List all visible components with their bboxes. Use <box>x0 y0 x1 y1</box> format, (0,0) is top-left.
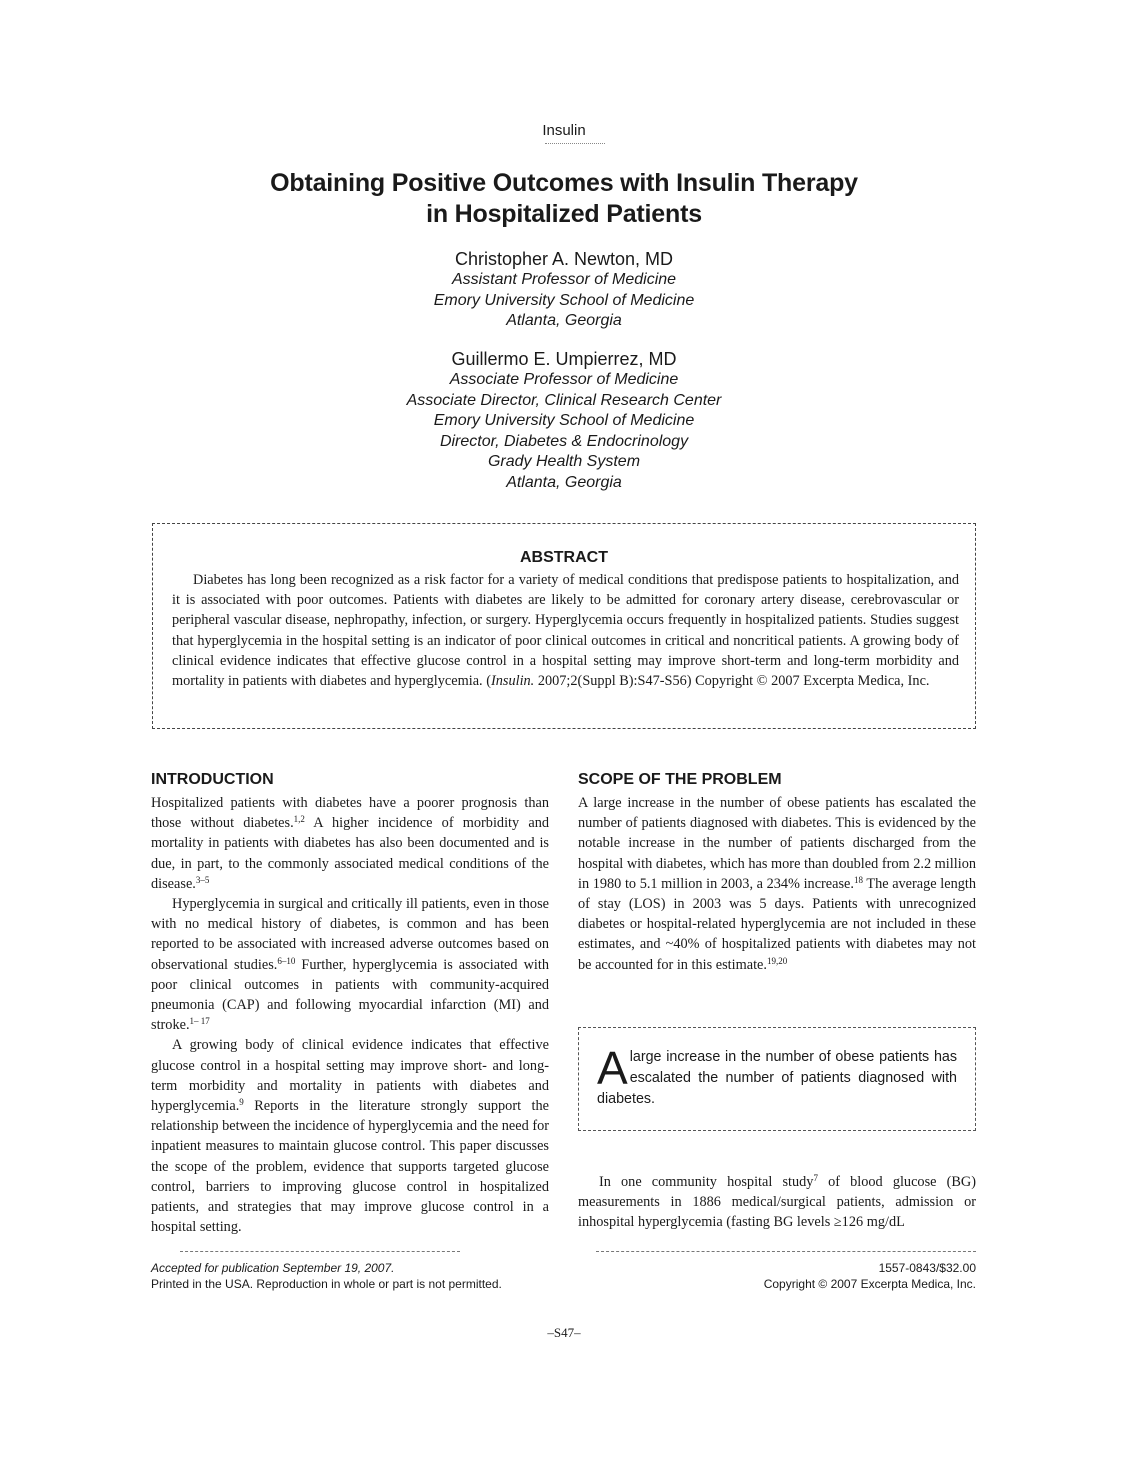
scope-body <box>578 793 976 975</box>
author-2-name: Guillermo E. Umpierrez, MD <box>451 349 677 369</box>
abstract-citation-journal: Insulin. <box>490 673 535 690</box>
drop-cap: A <box>597 1042 628 1094</box>
paragraph: A large increase in the number of obese patients has escalated the number of patients diagnosed with diabetes. This is evidenced by the notable increase in the number of patients discharged from the hospital with diabetes, which has more than doubled from 2.2 million in 1980 to 5.1 million in 2003, a 234% increase.$^{18}$ The average length of stay (LOS) in 2003 was 5 days. Patients with unrecognized diabetes or hospital-related hyperglycemia are not included in these estimates, and ~40% of hospitalized patients with diabetes may not be accounted for in this estimate.$^{19,20}$ <box>578 795 976 973</box>
pull-quote <box>597 1042 957 1110</box>
copyright: Copyright © 2007 Excerpta Medica, Inc. <box>763 1277 976 1291</box>
author-2 <box>0 348 1128 493</box>
paragraph: Hyperglycemia in surgical and critically ill patients, even in those with no medical history of diabetes, is common and has been reported to be associated with increased adverse outcomes based on observational studies.$^{6-10}$ Further, hyperglycemia is associated with poor clinical outcomes in patients with community-acquired pneumonia (CAP) and following myocardial infarction (MI) and stroke.$^{1- 17}$ <box>151 896 549 1034</box>
title-line-2: in Hospitalized Patients <box>426 200 702 228</box>
abstract-text: Diabetes has long been recognized as a risk factor for a variety of medical conditions that predispose patients to hospitalization, and it is associated with poor outcomes. Patients with diabetes are likely to be admitted for coronary artery disease, cerebrovascular or peripheral vascular disease, nephropathy, infection, or surgery. Hyperglycemia occurs frequently in hospitalized patients. Studies suggest that hyperglycemia in the hospital setting is an indicator of poor clinical outcomes in critical and noncritical patients. A growing body of clinical evidence indicates that effective glucose control in a hospital setting may improve short-term and long-term morbidity and mortality in patients with diabetes and hyperglycemia. (Insulin. 2007;2(Suppl B):S47-S56) Copyright © 2007 Excerpta Medica, Inc. <box>172 572 959 690</box>
author-2-affiliation: Emory University School of Medicine <box>433 412 695 429</box>
author-2-affiliation: Director, Diabetes & Endocrinology <box>439 432 689 450</box>
print-notice: Printed in the USA. Reproduction in whole or part is not permitted. <box>151 1277 502 1291</box>
reference-marker: 1,2 <box>293 814 305 825</box>
paragraph: In one community hospital study$^7$ of blood glucose (BG) measurements in 1886 medical/surgical patients, admission or inhospital hyperglycemia (fasting BG levels ≥126 mg/dL <box>578 1173 976 1231</box>
reference-marker: 18 <box>853 874 863 885</box>
introduction-heading: INTRODUCTION <box>151 771 274 788</box>
paragraph: A growing body of clinical evidence indicates that effective glucose control in a hospital setting may improve short- and long-term morbidity and mortality in patients with diabetes and hyperglycemia.$^9$ Reports in the literature strongly support the relationship between the incidence of hyperglycemia and the need for inpatient measures to maintain glucose control. This paper discusses the scope of the problem, evidence that supports targeted glucose control, barriers to improving glucose control in hospitalized patients, and strategies that may improve glucose control in a hospital setting. <box>151 1037 549 1236</box>
journal-name: Insulin <box>542 122 586 139</box>
accepted-date: Accepted for publication September 19, 2007. <box>151 1261 395 1275</box>
author-1-affiliation: Assistant Professor of Medicine <box>451 271 677 288</box>
author-2-affiliation: Associate Director, Clinical Research Center <box>406 391 722 409</box>
author-1-name: Christopher A. Newton, MD <box>454 249 674 269</box>
scope-body-continued <box>578 1172 976 1233</box>
author-1-affiliation: Atlanta, Georgia <box>506 312 622 329</box>
author-1 <box>0 248 1128 332</box>
footnote-left <box>151 1260 571 1292</box>
abstract-heading: ABSTRACT <box>520 549 608 566</box>
paragraph: Hospitalized patients with diabetes have a poorer prognosis than those without diabetes.$^{1,2}$ A higher incidence of morbidity and mortality in patients with diabetes has also been documented and is due, in part, to the commonly associated medical conditions of the disease.$^{3-5}$ <box>151 795 549 892</box>
reference-marker: 6–10 <box>277 955 296 966</box>
introduction-body <box>151 793 549 1237</box>
author-2-affiliation: Associate Professor of Medicine <box>449 371 679 388</box>
page-number: –S47– <box>547 1325 581 1340</box>
footnote-rule-right <box>596 1251 976 1252</box>
author-2-affiliation: Grady Health System <box>487 453 641 470</box>
issn-price: 1557-0843/$32.00 <box>878 1261 976 1275</box>
reference-marker: 1– 17 <box>189 1016 210 1027</box>
reference-marker: 9 <box>239 1097 244 1108</box>
reference-marker: 19,20 <box>766 955 788 966</box>
pull-quote-text: large increase in the number of obese patients has escalated the number of patients diagnosed with diabetes. <box>597 1049 957 1107</box>
abstract-citation: 2007;2(Suppl B):S47-S56) Copyright © 2007 Excerpta Medica, Inc. <box>534 673 930 690</box>
scope-heading: SCOPE OF THE PROBLEM <box>578 771 782 788</box>
article-title <box>0 168 1128 230</box>
journal-rule <box>545 143 605 144</box>
author-2-affiliation: Atlanta, Georgia <box>506 473 622 491</box>
footnote-right <box>576 1260 976 1292</box>
abstract-body: Diabetes has long been recognized as a risk factor for a variety of medical conditions that predispose patients to hospitalization, and it is associated with poor outcomes. Patients with diabetes are likely to be admitted for coronary artery disease, cerebrovascular or peripheral vascular disease, nephropathy, infection, or surgery. Hyperglycemia occurs frequently in hospitalized patients. Studies suggest that hyperglycemia in the hospital setting is an indicator of poor clinical outcomes in critical and noncritical patients. A growing body of clinical evidence indicates that effective glucose control in a hospital setting may improve short-term and long-term morbidity and mortality in patients with diabetes and hyperglycemia. <box>172 572 959 690</box>
footnote-rule-left <box>180 1251 460 1252</box>
title-line-1: Obtaining Positive Outcomes with Insulin Therapy <box>270 169 858 197</box>
reference-marker: 7 <box>813 1173 818 1183</box>
reference-marker: 3–5 <box>195 874 210 885</box>
author-1-affiliation: Emory University School of Medicine <box>433 291 695 309</box>
